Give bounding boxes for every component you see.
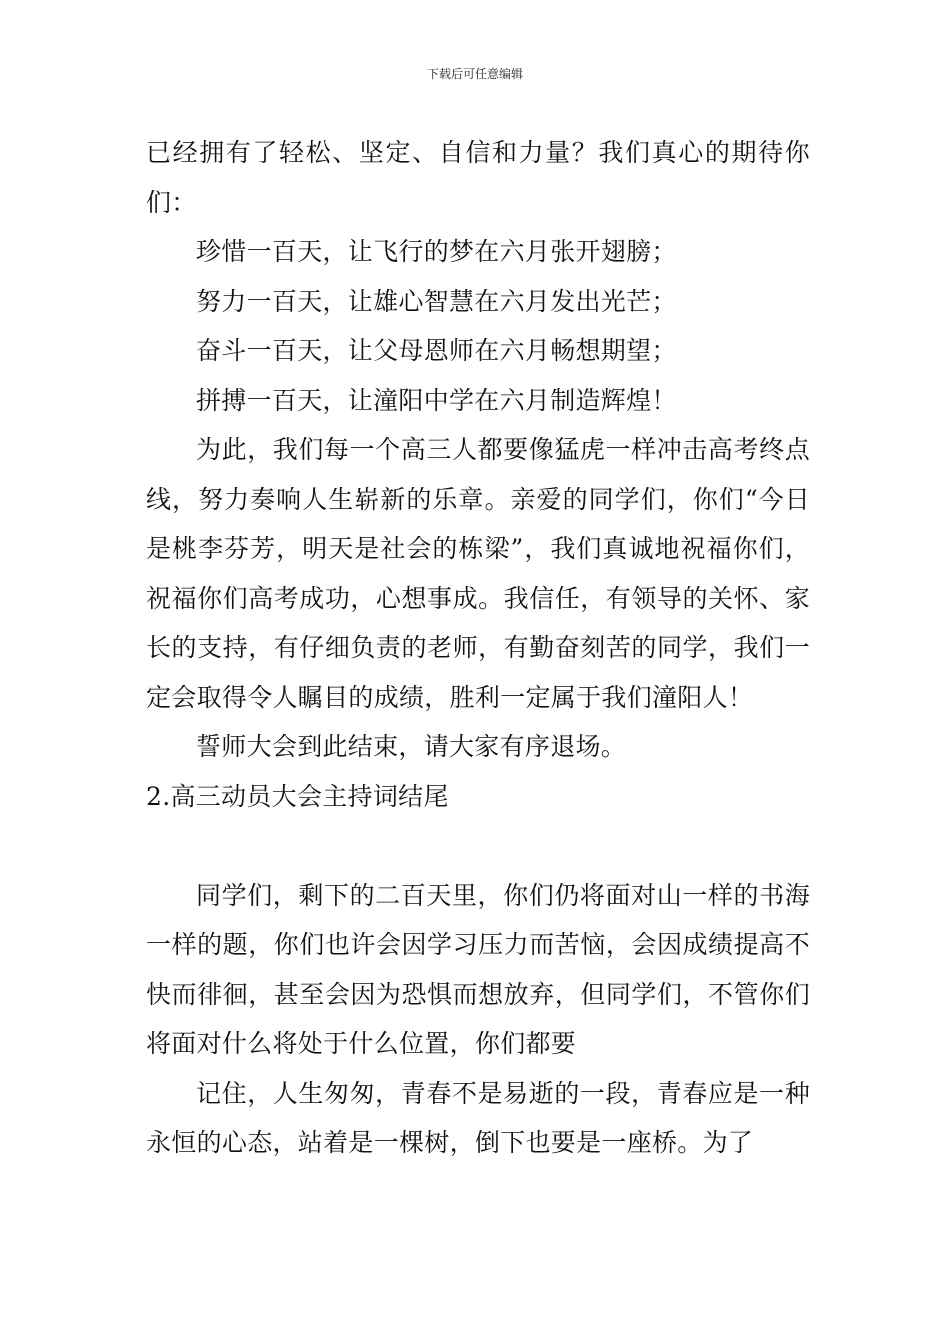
paragraph-continued: 已经拥有了轻松、坚定、自信和力量？我们真心的期待你们： xyxy=(146,138,810,217)
paragraph-blessing: 为此，我们每一个高三人都要像猛虎一样冲击高考终点线，努力奏响人生崭新的乐章。亲爱的同学们，你们“今日是桃李芬芳，明天是社会的栋梁”，我们真诚地祝福你们，祝福你们高考成功，心想事成。我信任，有领导的关怀、家长的支持，有仔细负责的老师，有勤奋刻苦的同学，我们一定会取得令人瞩目的成绩，胜利一定属于我们潼阳人！ xyxy=(146,435,810,712)
pledge-line-effort: 努力一百天，让雄心智慧在六月发出光芒； xyxy=(196,286,677,316)
document-body xyxy=(146,128,810,1168)
pledge-line-fight: 拼搏一百天，让潼阳中学在六月制造辉煌！ xyxy=(196,385,677,415)
blank-line xyxy=(146,821,810,871)
pledge-line-strive: 奋斗一百天，让父母恩师在六月畅想期望； xyxy=(196,336,677,365)
paragraph-closing: 誓师大会到此结束，请大家有序退场。 xyxy=(196,732,627,761)
pledge-line-cherish: 珍惜一百天，让飞行的梦在六月张开翅膀； xyxy=(196,237,677,266)
section-heading: 2.高三动员大会主持词结尾 xyxy=(146,781,449,811)
paragraph-youth: 记住，人生匆匆，青春不是易逝的一段，青春应是一种永恒的心态，站着是一棵树，倒下也要是一座桥。为了 xyxy=(146,1078,810,1157)
paragraph-encouragement: 同学们，剩下的二百天里，你们仍将面对山一样的书海一样的题，你们也许会因学习压力而苦恼，会因成绩提高不快而徘徊，甚至会因为恐惧而想放弃，但同学们，不管你们将面对什么将处于什么位置，你们都要 xyxy=(146,880,810,1058)
page-header-note: 下载后可任意编辑 xyxy=(426,67,523,81)
